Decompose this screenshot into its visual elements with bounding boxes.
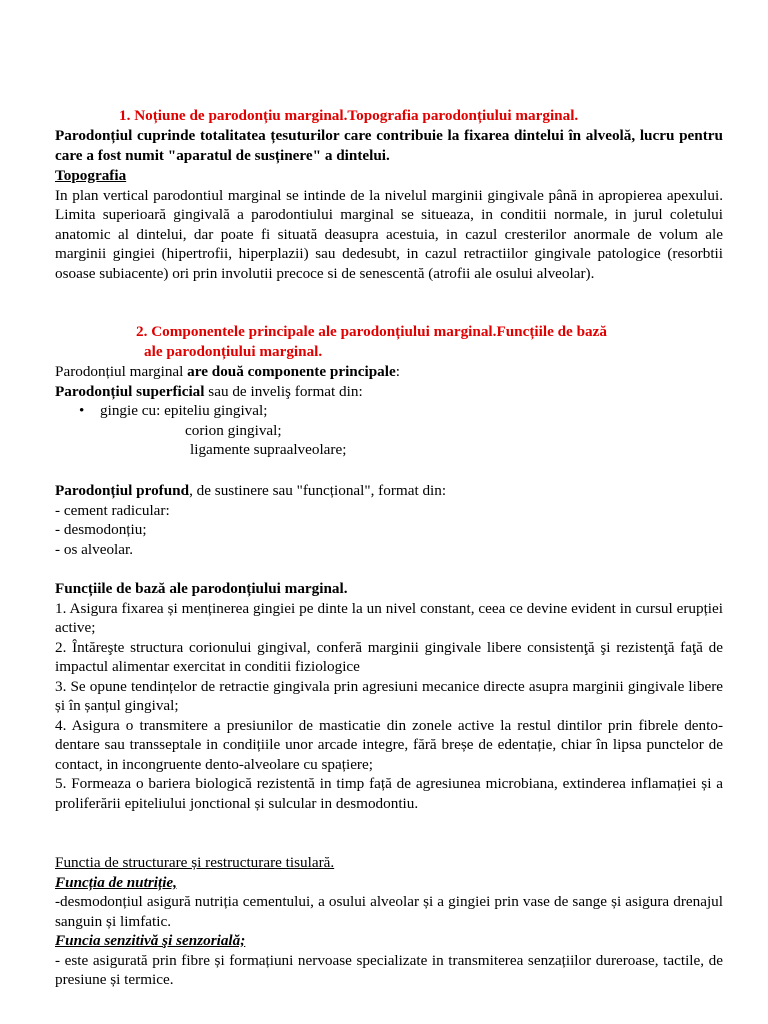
profund-block — [55, 481, 723, 559]
profund-item-1: - cement radicular: — [55, 501, 170, 519]
profund-bold: Parodonțiul profund — [55, 482, 190, 499]
section2-heading-block — [55, 322, 723, 361]
nutrition-text: -desmodonțiul asigură nutriția cementului, a osului alveolar și a gingiei prin vase de sange și asigura drenajul sanguin și limfatic. — [55, 893, 723, 930]
superficial-line — [55, 382, 723, 402]
section1-heading-block — [55, 106, 723, 126]
function-item-5: 5. Formeaza o bariera biologică rezistentă in timp față de agresiunea microbiana, extinderea inflamației și a proliferării epiteliului jonctional și sulcular in desmodontiu. — [55, 775, 723, 812]
section2-heading-line1: 2. Componentele principale ale parodonțiului marginal.Funcțiile de bază — [136, 323, 607, 340]
components-line — [55, 362, 723, 382]
nutrition-title: Funcția de nutriție, — [55, 873, 177, 891]
section1-heading: 1. Noțiune de parodonțiu marginal.Topografia parodonțiului marginal. — [119, 107, 579, 124]
components-block — [55, 362, 723, 460]
gingie-item-2: corion gingival; — [185, 421, 282, 439]
bullet-icon: • — [79, 402, 85, 419]
structure-title: Functia de structurare și restructurare tisulară. — [55, 854, 335, 871]
sensory-text: - este asigurată prin fibre și formațiuni nervoase specializate in transmiterea senzațiilor dureroase, tactile, de presiune și termice. — [55, 951, 723, 988]
functions-title: Funcțiile de bază ale parodonțiului marginal. — [55, 580, 348, 597]
gingie-item-3: ligamente supraalveolare; — [190, 441, 347, 458]
section2-heading-line2: ale parodonțiului marginal. — [144, 342, 323, 360]
components-post: : — [395, 363, 400, 380]
topography-text: In plan vertical parodontiul marginal se intinde de la nivelul marginii gingivale până in apropierea apexului. Limita superioară gingivală a parodontiului marginal se situeaza, in conditii normale, in jurul coletului anatomic al dintelui, dar poate fi situată deasupra acestuia, in cazul cresterilor anormale de volum ale marginii gingiei (hipertrofii, hiperplazii) sau dedesubt, in cazul retractiilor gingivale patologice (resorbtii osoase subiacente) ori prin involutii precoce si de senescentă (atrofii ale osului alveolar). — [55, 186, 723, 282]
function-item-3: 3. Se opune tendințelor de retractie gingivala prin agresiuni mecanice directe asupra marginii gingivale libere și în șanțul gingival; — [55, 677, 723, 714]
structure-block — [55, 853, 723, 990]
sensory-title: Funcia senzitivă şi senzorială; — [55, 932, 246, 949]
superficial-bold: Parodonțiul superficial — [55, 382, 205, 400]
gingie-item-1 — [55, 401, 723, 421]
superficial-rest: sau de inveliş format din: — [204, 382, 363, 400]
components-pre: Parodonțiul marginal — [55, 363, 188, 380]
profund-item-3: - os alveolar. — [55, 540, 134, 558]
section1-intro: Parodonțiul cuprinde totalitatea țesuturilor care contribuie la fixarea dintelui în alveolă, lucru pentru care a fost numit "aparatul de susținere" a dintelui. — [55, 127, 723, 164]
function-item-2: 2. Întăreşte structura corionului gingival, conferă marginii gingivale libere consistenţă şi rezistenţă faţă de impactul alimentar exercitat in conditii fiziologice — [55, 638, 723, 675]
profund-rest: , de sustinere sau "funcțional", format din: — [189, 482, 447, 499]
topography-title: Topografia — [55, 167, 127, 184]
topography-block — [55, 166, 723, 283]
functions-block — [55, 579, 723, 813]
function-item-1: 1. Asigura fixarea și menținerea gingiei pe dinte la un nivel constant, ceea ce devine evident in cursul erupției active; — [55, 599, 723, 636]
function-item-4: 4. Asigura o transmitere a presiunilor de masticatie din zonele active la restul dintilor prin fibrele dento-dentare sau transseptale in condițiile unor arcade integre, fără breșe de edentație, chiar în lipsa punctelor de contact, in incongruente dento-alveolare cu spațiere; — [55, 716, 723, 773]
gingie-item-text: gingie cu: epiteliu gingival; — [100, 402, 268, 419]
components-bold: are două componente principale — [187, 363, 396, 380]
profund-item-2: - desmodonțiu; — [55, 521, 147, 538]
profund-line — [55, 481, 723, 501]
